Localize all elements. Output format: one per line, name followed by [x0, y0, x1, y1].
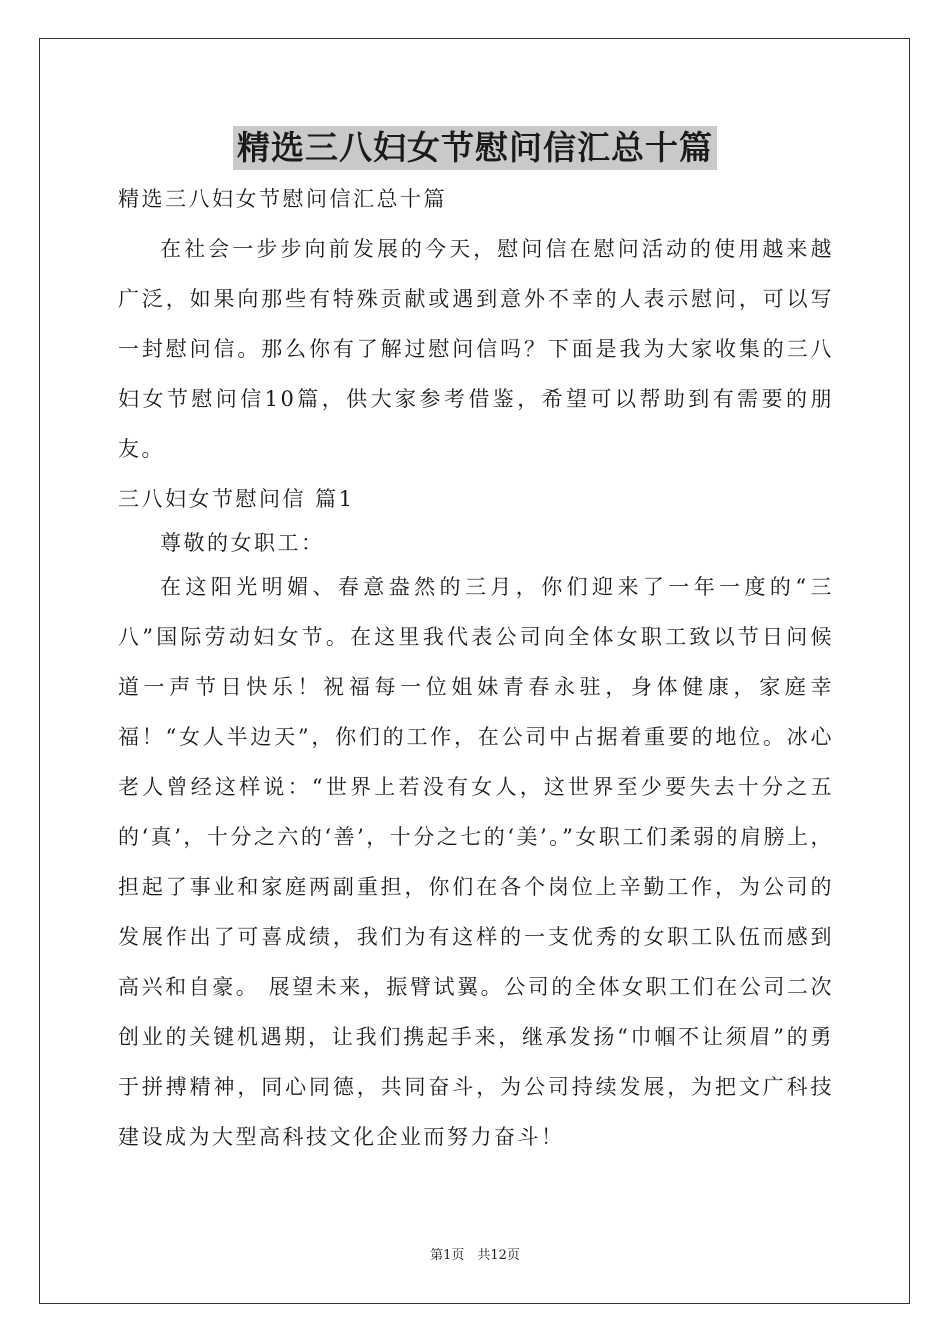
document-body	[118, 180, 834, 1162]
document-title: 精选三八妇女节慰问信汇总十篇	[233, 126, 717, 170]
document-subtitle: 精选三八妇女节慰问信汇总十篇	[118, 187, 447, 211]
salutation: 尊敬的女职工：	[160, 531, 325, 555]
page-number-footer: 第1页 共12页	[430, 1248, 520, 1263]
section-heading: 三八妇女节慰问信 篇1	[118, 487, 355, 511]
document-title-wrapper	[0, 126, 950, 170]
intro-paragraph: 在社会一步步向前发展的今天，慰问信在慰问活动的使用越来越广泛，如果向那些有特殊贡献或遇到意外不幸的人表示慰问，可以写一封慰问信。那么你有了解过慰问信吗？下面是我为大家收集的三八妇女节慰问信10篇，供大家参考借鉴，希望可以帮助到有需要的朋友。	[118, 237, 834, 461]
letter-body-paragraph: 在这阳光明媚、春意盎然的三月，你们迎来了一年一度的“三八”国际劳动妇女节。在这里我代表公司向全体女职工致以节日问候道一声节日快乐！祝福每一位姐妹青春永驻，身体健康，家庭幸福！“女人半边天”，你们的工作，在公司中占据着重要的地位。冰心老人曾经这样说：“世界上若没有女人，这世界至少要失去十分之五的‘真’，十分之六的‘善’，十分之七的‘美’。”女职工们柔弱的肩膀上，担起了事业和家庭两副重担，你们在各个岗位上辛勤工作，为公司的发展作出了可喜成绩，我们为有这样的一支优秀的女职工队伍而感到高兴和自豪。 展望未来，振臂试翼。公司的全体女职工们在公司二次创业的关键机遇期，让我们携起手来，继承发扬“巾帼不让须眉”的勇于拼搏精神，同心同德，共同奋斗，为公司持续发展，为把文广科技建设成为大型高科技文化企业而努力奋斗！	[118, 575, 834, 1149]
